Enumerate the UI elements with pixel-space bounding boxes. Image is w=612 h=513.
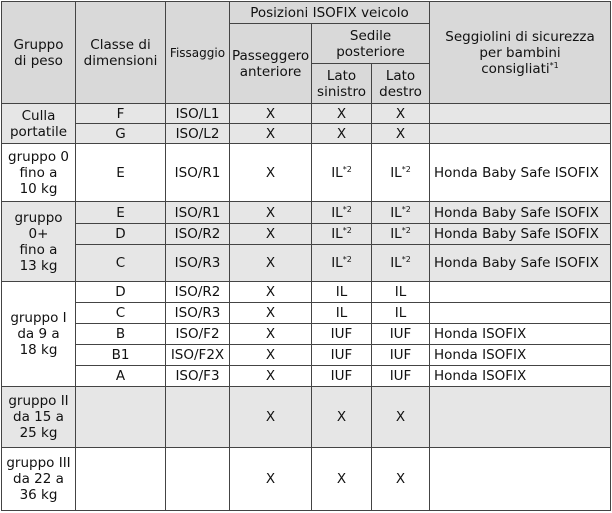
footnote-marker: *2 <box>342 204 352 214</box>
fixture-cell <box>166 447 230 510</box>
recommended-seat-cell <box>430 302 611 323</box>
seat-value: IL <box>390 225 402 242</box>
recommended-seat-cell <box>430 387 611 447</box>
front-passenger-cell: X <box>230 104 312 124</box>
front-passenger-cell: X <box>230 281 312 302</box>
size-class-cell: D <box>76 223 166 244</box>
isofix-table <box>1 1 611 511</box>
front-passenger-cell: X <box>230 244 312 281</box>
seat-value: IUF <box>330 326 353 343</box>
seat-value: X <box>336 470 347 487</box>
header-seggiolini-consigliati <box>430 2 611 104</box>
header-classe-di-dimensioni: Classe di dimensioni <box>76 2 166 104</box>
rear-right-cell <box>372 104 430 124</box>
front-passenger-cell: X <box>230 144 312 202</box>
size-class-cell: E <box>76 202 166 223</box>
seat-value: IL <box>394 304 407 321</box>
size-class-cell: F <box>76 104 166 124</box>
footnote-marker: *2 <box>342 225 352 235</box>
weight-group-cell: gruppo 0+ fino a 13 kg <box>2 202 76 281</box>
seat-value: IL <box>335 304 348 321</box>
table-row <box>2 387 611 447</box>
rear-left-cell <box>312 387 372 447</box>
recommended-seat-cell: Honda ISOFIX <box>430 324 611 345</box>
header-seggiolini-label: Seggiolini di sicurezza per bambini consigliati <box>445 28 595 77</box>
size-class-cell: D <box>76 281 166 302</box>
fixture-cell: ISO/R1 <box>166 144 230 202</box>
seat-value: IUF <box>389 368 412 385</box>
rear-left-cell <box>312 366 372 387</box>
fixture-cell: ISO/R2 <box>166 223 230 244</box>
header-lato-sinistro: Lato sinistro <box>312 64 372 104</box>
rear-left-cell <box>312 447 372 510</box>
fixture-cell: ISO/R3 <box>166 302 230 323</box>
size-class-cell <box>76 387 166 447</box>
size-class-cell: G <box>76 124 166 144</box>
rear-right-cell <box>372 324 430 345</box>
table-row <box>2 366 611 387</box>
size-class-cell: E <box>76 144 166 202</box>
recommended-seat-cell: Honda Baby Safe ISOFIX <box>430 244 611 281</box>
recommended-seat-cell: Honda Baby Safe ISOFIX <box>430 144 611 202</box>
seat-value: IL <box>335 283 348 300</box>
seat-value: IL <box>331 204 343 221</box>
table-row <box>2 244 611 281</box>
fixture-cell: ISO/R2 <box>166 281 230 302</box>
rear-left-cell <box>312 104 372 124</box>
recommended-seat-cell: Honda Baby Safe ISOFIX <box>430 223 611 244</box>
recommended-seat-cell: Honda ISOFIX <box>430 366 611 387</box>
fixture-cell: ISO/F2 <box>166 324 230 345</box>
seat-value: X <box>395 125 406 142</box>
header-posizioni-isofix: Posizioni ISOFIX veicolo <box>230 2 430 24</box>
seat-value: IL <box>331 225 343 242</box>
rear-right-cell <box>372 202 430 223</box>
front-passenger-cell: X <box>230 387 312 447</box>
front-passenger-cell: X <box>230 366 312 387</box>
header-passeggero-anteriore: Passeggero anteriore <box>230 24 312 104</box>
header-sedile-posteriore: Sedile posteriore <box>312 24 430 64</box>
table-row <box>2 324 611 345</box>
seat-value: IL <box>390 254 402 271</box>
table-row <box>2 447 611 510</box>
seat-value: IL <box>394 283 407 300</box>
weight-group-cell: gruppo 0 fino a 10 kg <box>2 144 76 202</box>
table-row <box>2 345 611 366</box>
rear-left-cell <box>312 144 372 202</box>
recommended-seat-cell: Honda ISOFIX <box>430 345 611 366</box>
front-passenger-cell: X <box>230 302 312 323</box>
seat-value: X <box>336 408 347 425</box>
fixture-cell: ISO/R3 <box>166 244 230 281</box>
rear-left-cell <box>312 302 372 323</box>
rear-left-cell <box>312 324 372 345</box>
table-row <box>2 281 611 302</box>
weight-group-cell: gruppo II da 15 a 25 kg <box>2 387 76 447</box>
front-passenger-cell: X <box>230 324 312 345</box>
front-passenger-cell: X <box>230 202 312 223</box>
front-passenger-cell: X <box>230 447 312 510</box>
seat-value: IUF <box>389 326 412 343</box>
footnote-marker: *2 <box>342 254 352 264</box>
rear-left-cell <box>312 244 372 281</box>
fixture-cell: ISO/F2X <box>166 345 230 366</box>
table-row <box>2 223 611 244</box>
size-class-cell: A <box>76 366 166 387</box>
rear-right-cell <box>372 387 430 447</box>
front-passenger-cell: X <box>230 223 312 244</box>
recommended-seat-cell <box>430 104 611 124</box>
rear-right-cell <box>372 244 430 281</box>
size-class-cell: C <box>76 244 166 281</box>
rear-left-cell <box>312 281 372 302</box>
seat-value: IL <box>390 204 402 221</box>
footnote-marker: *2 <box>401 204 411 214</box>
seat-value: X <box>395 105 406 122</box>
table-body <box>2 104 611 511</box>
seat-value: X <box>395 408 406 425</box>
rear-right-cell <box>372 124 430 144</box>
rear-right-cell <box>372 281 430 302</box>
seat-value: X <box>395 470 406 487</box>
seat-value: IUF <box>389 347 412 364</box>
rear-right-cell <box>372 345 430 366</box>
footnote-marker: *2 <box>342 164 352 174</box>
rear-left-cell <box>312 345 372 366</box>
recommended-seat-cell <box>430 447 611 510</box>
seat-value: IL <box>331 164 343 181</box>
fixture-cell: ISO/F3 <box>166 366 230 387</box>
fixture-cell: ISO/L2 <box>166 124 230 144</box>
rear-left-cell <box>312 223 372 244</box>
weight-group-cell: gruppo III da 22 a 36 kg <box>2 447 76 510</box>
recommended-seat-cell <box>430 124 611 144</box>
front-passenger-cell: X <box>230 345 312 366</box>
weight-group-cell: Culla portatile <box>2 104 76 144</box>
seat-value: IL <box>331 254 343 271</box>
rear-right-cell <box>372 447 430 510</box>
rear-left-cell <box>312 202 372 223</box>
size-class-cell <box>76 447 166 510</box>
size-class-cell: B <box>76 324 166 345</box>
footnote-marker: *2 <box>401 254 411 264</box>
seat-value: X <box>336 105 347 122</box>
recommended-seat-cell <box>430 281 611 302</box>
header-lato-destro: Lato destro <box>372 64 430 104</box>
size-class-cell: B1 <box>76 345 166 366</box>
table-row <box>2 104 611 124</box>
size-class-cell: C <box>76 302 166 323</box>
seat-value: IUF <box>330 368 353 385</box>
rear-right-cell <box>372 366 430 387</box>
front-passenger-cell: X <box>230 124 312 144</box>
header-gruppo-di-peso: Gruppo di peso <box>2 2 76 104</box>
rear-right-cell <box>372 144 430 202</box>
fixture-cell: ISO/R1 <box>166 202 230 223</box>
rear-left-cell <box>312 124 372 144</box>
footnote-marker: *2 <box>401 164 411 174</box>
recommended-seat-cell: Honda Baby Safe ISOFIX <box>430 202 611 223</box>
footnote-marker: *1 <box>549 60 559 70</box>
fixture-cell: ISO/L1 <box>166 104 230 124</box>
table-row <box>2 124 611 144</box>
seat-value: IL <box>390 164 402 181</box>
seat-value: IUF <box>330 347 353 364</box>
weight-group-cell: gruppo I da 9 a 18 kg <box>2 281 76 386</box>
table-row <box>2 144 611 202</box>
rear-right-cell <box>372 223 430 244</box>
header-fissaggio: Fissaggio <box>166 2 230 104</box>
rear-right-cell <box>372 302 430 323</box>
table-row <box>2 202 611 223</box>
seat-value: X <box>336 125 347 142</box>
fixture-cell <box>166 387 230 447</box>
table-row <box>2 302 611 323</box>
footnote-marker: *2 <box>401 225 411 235</box>
